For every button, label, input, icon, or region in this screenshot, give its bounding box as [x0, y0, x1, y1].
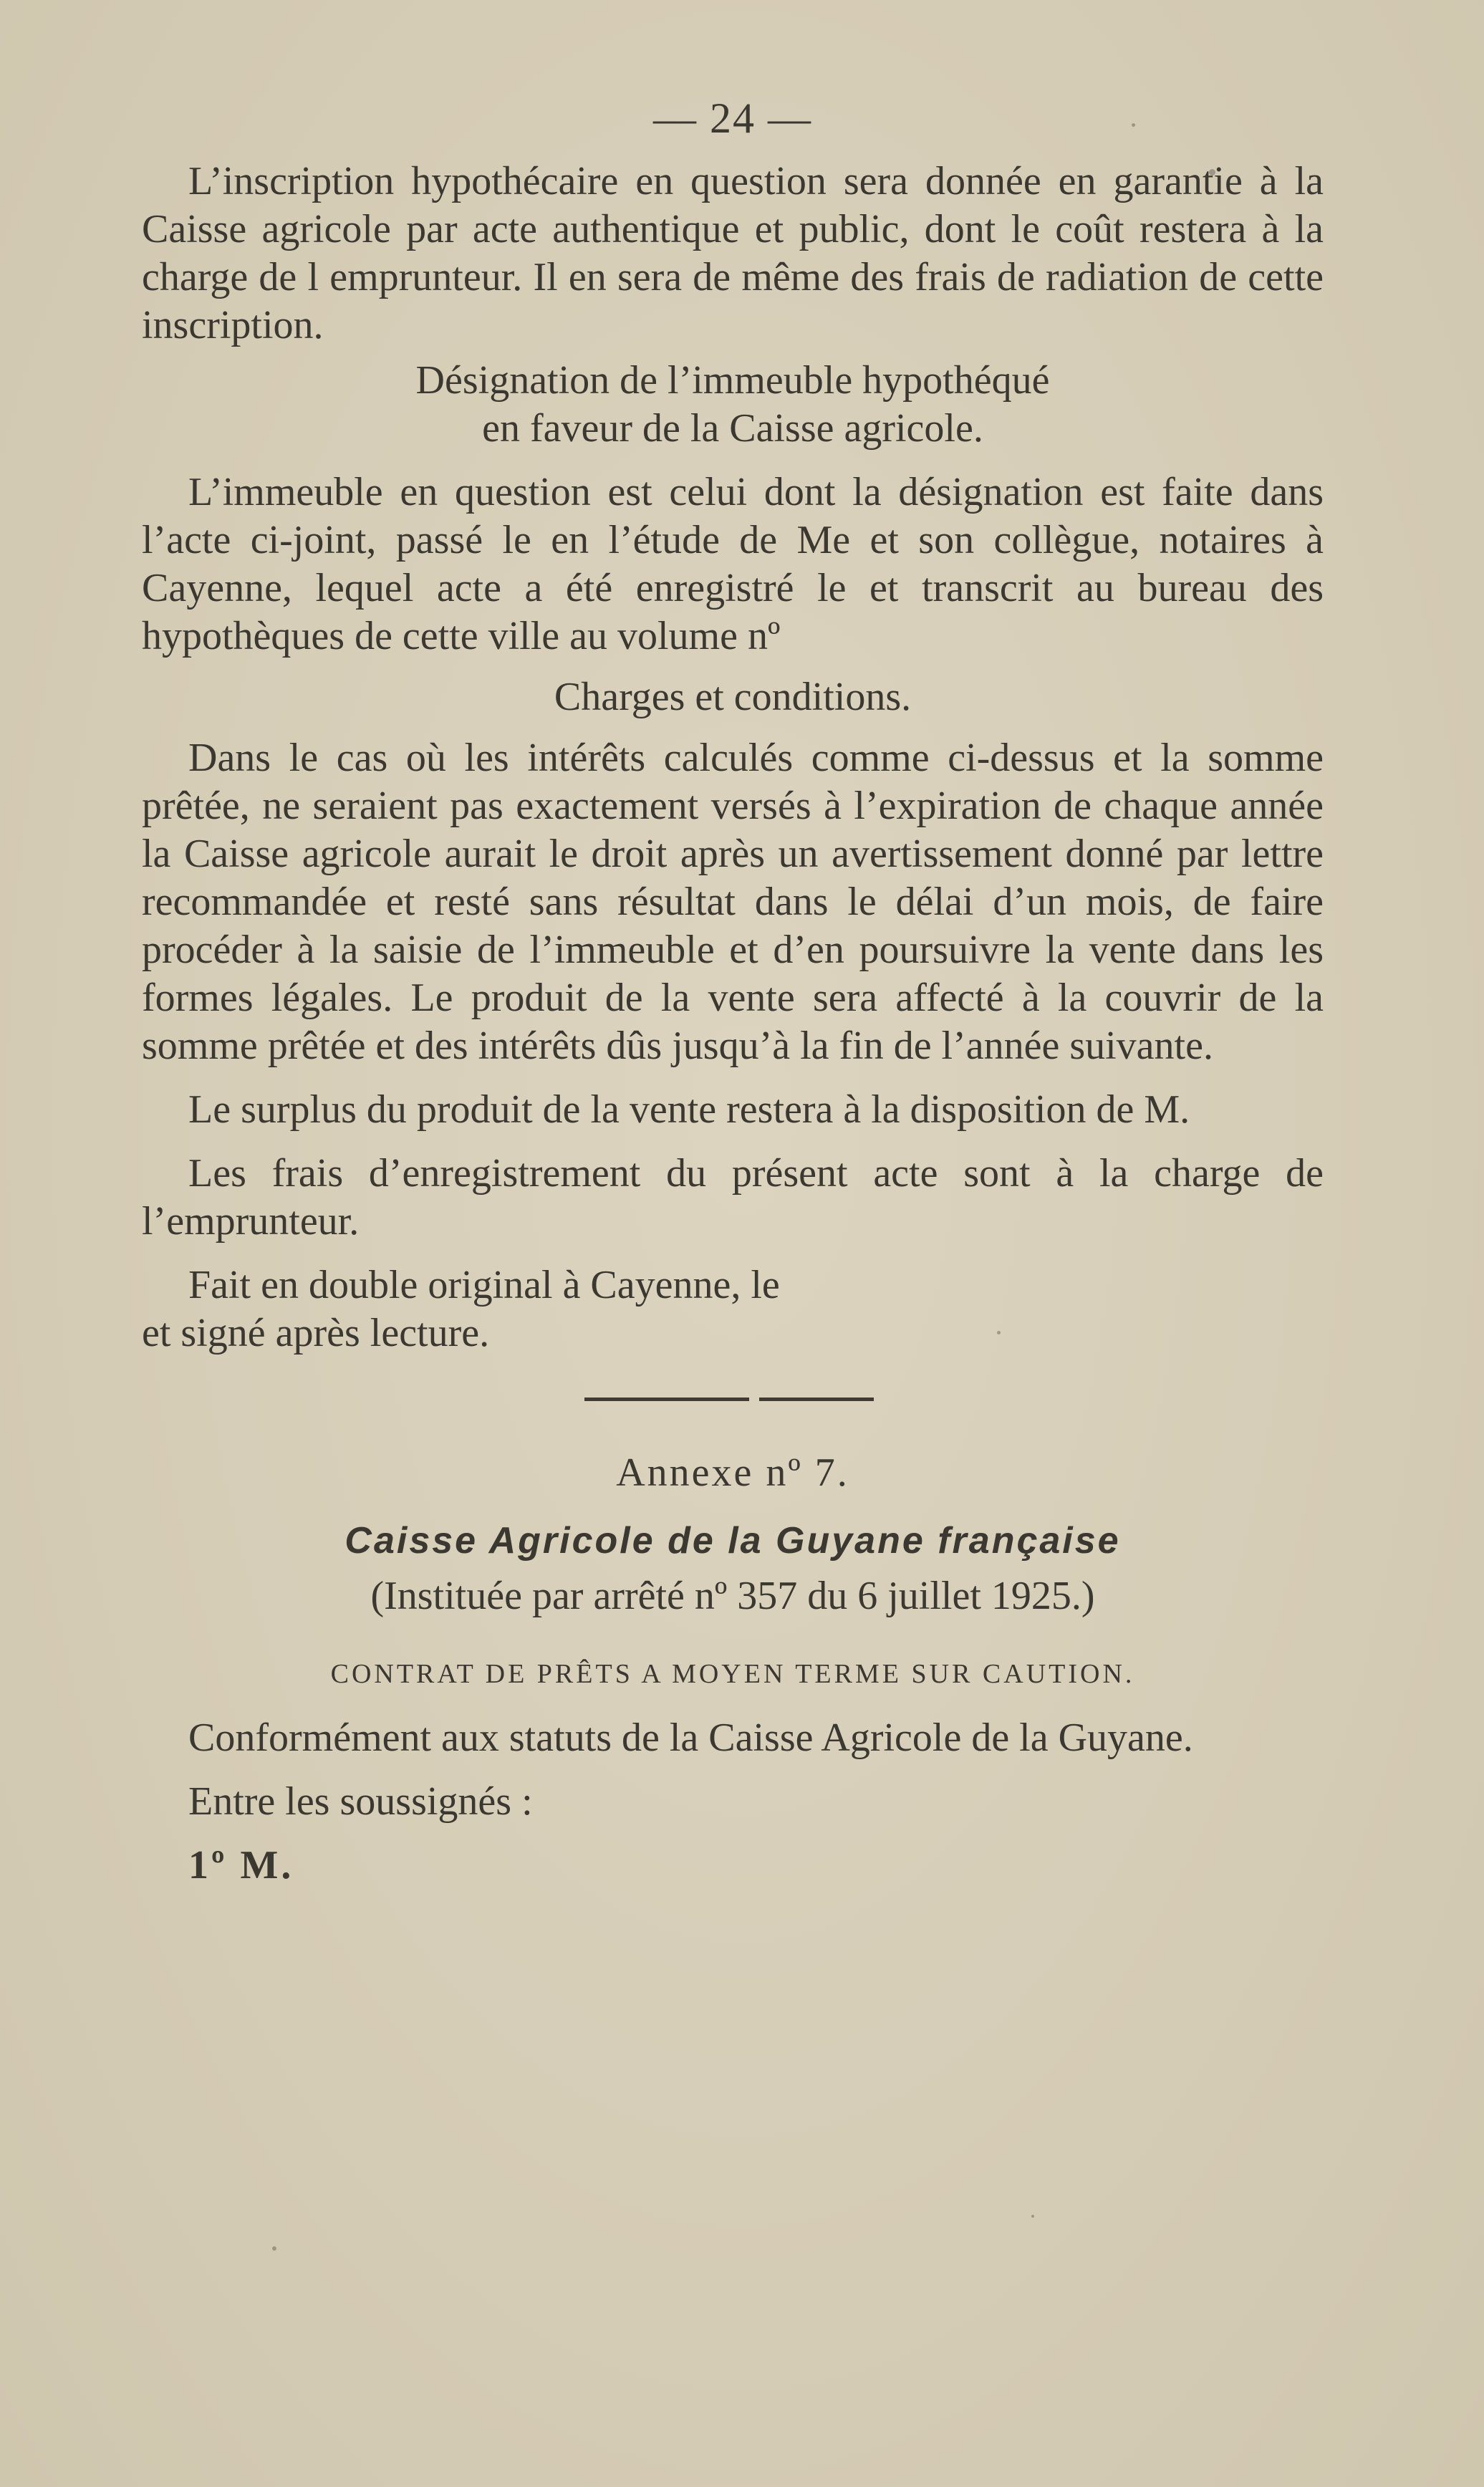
paragraph-fait-line2: et signé après lecture.: [142, 1311, 490, 1355]
paragraph-entre: Entre les soussignés :: [188, 1779, 533, 1824]
charges-heading: Charges et conditions.: [554, 675, 912, 719]
institution-note: (Instituée par arrêté nº 357 du 6 juillet 1925.): [370, 1574, 1095, 1618]
party-item-1: 1º M.: [188, 1843, 294, 1887]
scan-speck: [1209, 169, 1215, 175]
scan-speck: [1031, 2215, 1034, 2218]
paragraph-surplus: Le surplus du produit de la vente restera à la disposition de M.: [188, 1087, 1190, 1132]
annex-title: Annexe nº 7.: [616, 1451, 849, 1495]
page-number: — 24 —: [653, 95, 812, 142]
designation-heading-line1: Désignation de l’immeuble hypothéqué: [415, 358, 1050, 403]
paragraph-charges: Dans le cas où les intérêts calculés comme ci-dessus et la somme prêtée, ne seraient pas exactement versés à l’expiration de chaque année la Caisse agricole aurait le droit après un avertissement donné par lettre recommandée et resté sans résultat dans le délai d’un mois, de faire procéder à la saisie de l’immeuble et d’en poursuivre la vente dans les formes légales. Le produit de la vente sera affecté à la couvrir de la somme prêtée et des intérêts dûs jusqu’à la fin de l’année suivante.: [142, 736, 1324, 1068]
scan-speck: [997, 1331, 1001, 1334]
page-content: [142, 86, 1324, 1890]
paragraph-frais: Les frais d’enregistrement du présent acte sont à la charge de l’emprunteur.: [142, 1151, 1324, 1244]
paragraph-fait-line1: Fait en double original à Cayenne, le: [188, 1263, 780, 1307]
paragraph-immeuble: L’immeuble en question est celui dont la désignation est faite dans l’acte ci-joint, passé le en l’étude de Me et son collègue, notaires à Cayenne, lequel acte a été enregistré le et transcrit au bureau des hypothèques de cette ville au volume nº: [142, 470, 1324, 658]
scan-speck: [272, 2246, 276, 2251]
paragraph-inscription: L’inscription hypothécaire en question sera donnée en garantie à la Caisse agricole par acte authentique et public, dont le coût restera à la charge de l emprunteur. Il en sera de même des frais de radiation de cette inscription.: [142, 159, 1324, 347]
caisse-title: Caisse Agricole de la Guyane française: [344, 1520, 1121, 1562]
scan-speck: [1132, 123, 1135, 127]
section-divider: [142, 1392, 1324, 1406]
paragraph-conformement: Conformément aux statuts de la Caisse Agricole de la Guyane.: [188, 1716, 1193, 1760]
designation-heading-line2: en faveur de la Caisse agricole.: [482, 406, 983, 451]
contract-heading: CONTRAT DE PRÊTS A MOYEN TERME SUR CAUTION.: [330, 1659, 1135, 1689]
